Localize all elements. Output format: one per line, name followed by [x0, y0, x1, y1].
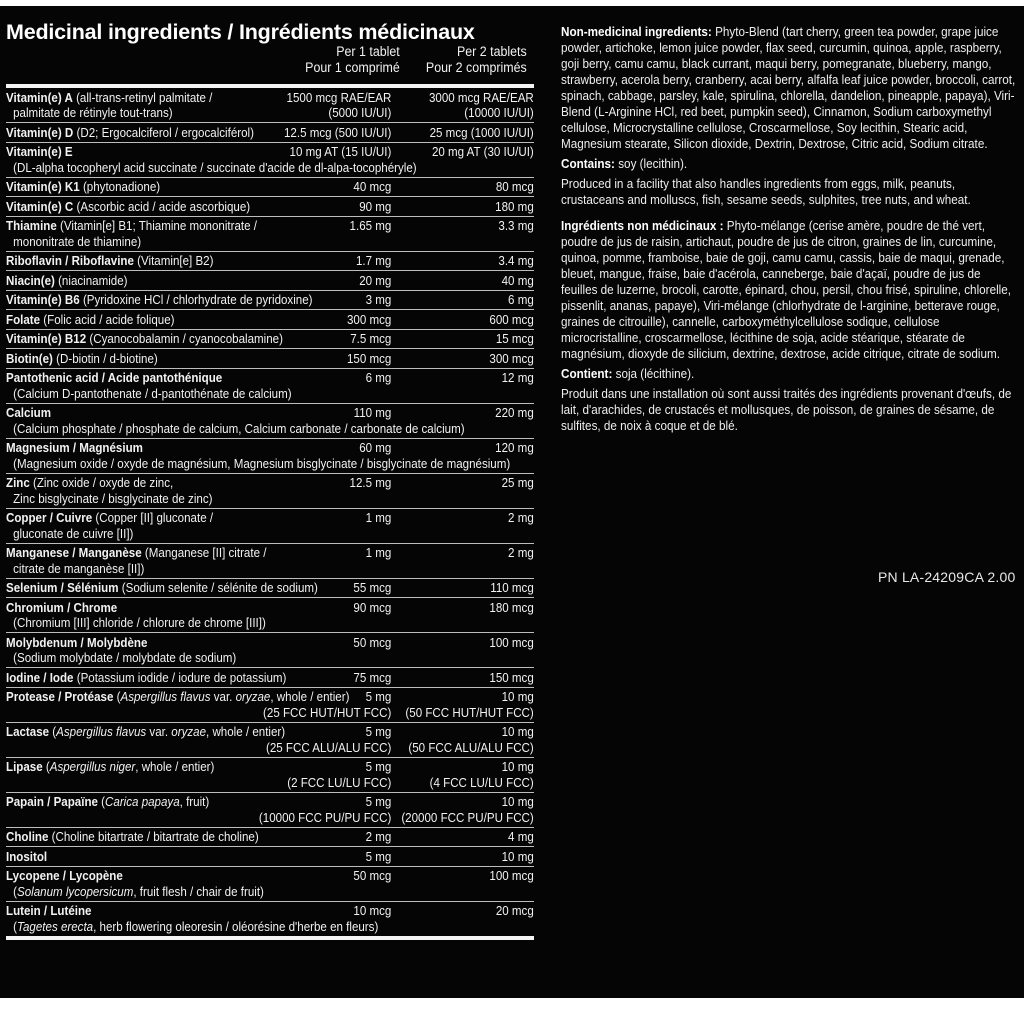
non-medicinal-section: [561, 24, 1021, 438]
amount-per-2: 25 mcg (1000 IU/UI): [429, 124, 534, 140]
ingredient-name: Zinc (Zinc oxide / oxyde de zinc,: [6, 475, 174, 490]
table-row: [6, 252, 534, 272]
table-row: [6, 758, 534, 793]
amount-per-2: 15 mcg: [495, 331, 534, 346]
amount-per-1: 7.5 mcg: [350, 331, 392, 346]
amount-per-2: 12 mg: [501, 370, 534, 385]
table-row: [6, 197, 534, 217]
amount-per-1: 50 mcg: [353, 634, 392, 650]
table-row: [6, 271, 534, 291]
ingredient-name: Protease / Protéase (Aspergillus flavus var. oryzae, whole / entier): [6, 689, 350, 704]
amount-per-1: 1.65 mg: [349, 218, 392, 233]
table-row: [6, 404, 534, 439]
table-row: [6, 793, 534, 828]
amount-per-1: 5 mg: [365, 724, 392, 739]
ingredient-name: Vitamin(e) E: [6, 144, 73, 159]
ingredient-source: (Magnesium oxide / oxyde de magnésium, Magnesium bisglycinate / bisglycinate de magnésium): [13, 455, 511, 471]
ingredient-name: Lactase (Aspergillus flavus var. oryzae, whole / entier): [6, 724, 286, 739]
ingredient-source: (Calcium phosphate / phosphate de calcium, Calcium carbonate / carbonate de calcium): [13, 420, 465, 436]
amount-per-1: 150 mcg: [346, 350, 392, 366]
column-header-per-1: Per 1 tablet Pour 1 comprimé: [305, 44, 400, 75]
ingredient-name: Selenium / Sélénium (Sodium selenite / sélénite de sodium): [6, 580, 318, 595]
amount-per-1-alt: (10000 FCC PU/PU FCC): [258, 809, 392, 825]
ingredient-source: (Sodium molybdate / molybdate de sodium): [13, 650, 237, 665]
amount-per-1: 2 mg: [365, 829, 392, 844]
ingredient-name: Chromium / Chrome: [6, 599, 118, 615]
amount-per-1: 1 mg: [365, 545, 392, 560]
ingredient-name: Biotin(e) (D-biotin / d-biotine): [6, 350, 158, 366]
ingredient-source: (Tagetes erecta, herb flowering oleoresin / oléorésine d'herbe en fleurs): [13, 918, 379, 934]
table-row: [6, 88, 534, 123]
ingredient-source: (Calcium D-pantothenate / d-pantothénate de calcium): [13, 385, 292, 401]
amount-per-2-alt: (50 FCC HUT/HUT FCC): [405, 704, 534, 720]
table-row: [6, 668, 534, 688]
amount-per-1: 55 mcg: [353, 580, 392, 595]
ingredient-source: palmitate de rétinyle tout-trans): [13, 105, 173, 120]
amount-per-2: 600 mcg: [489, 311, 534, 327]
ingredient-rows: [6, 88, 534, 940]
table-row: [6, 349, 534, 369]
amount-per-1: 1.7 mg: [355, 253, 392, 268]
amount-per-1: 5 mg: [365, 689, 392, 704]
table-row: [6, 143, 534, 178]
table-row: [6, 178, 534, 198]
amount-per-2: 300 mcg: [489, 350, 534, 366]
ingredient-name: Vitamin(e) B6 (Pyridoxine HCl / chlorhydrate de pyridoxine): [6, 292, 313, 307]
amount-per-1: 5 mg: [365, 848, 392, 864]
table-row: [6, 598, 534, 633]
table-row: [6, 688, 534, 723]
amount-per-1: 60 mg: [359, 440, 392, 455]
facility-en: Produced in a facility that also handles ingredients from eggs, milk, peanuts, crustaceans and molluscs, fish, sesame seeds, sulphites, tree nuts, and wheat.: [561, 176, 971, 207]
ingredient-name: Lutein / Lutéine: [6, 903, 92, 918]
amount-per-2: 100 mcg: [489, 634, 534, 650]
contains-fr: Contient: soja (lécithine).: [561, 366, 695, 381]
amount-per-2: 40 mg: [501, 272, 534, 288]
table-row: [6, 579, 534, 599]
ingredient-name: Lipase (Aspergillus niger, whole / entier): [6, 759, 215, 774]
amount-per-2: 10 mg: [501, 794, 534, 809]
table-row: [6, 439, 534, 474]
table-title: Medicinal ingredients / Ingrédients médicinaux: [6, 20, 475, 44]
amount-per-2-alt: (50 FCC ALU/ALU FCC): [408, 739, 534, 755]
ingredient-name: Vitamin(e) K1 (phytonadione): [6, 179, 161, 194]
table-row: [6, 330, 534, 350]
amount-per-1: 10 mg AT (15 IU/UI): [289, 144, 392, 159]
ingredient-name: Vitamin(e) C (Ascorbic acid / acide ascorbique): [6, 198, 251, 214]
amount-per-2: 6 mg: [508, 292, 534, 307]
ingredient-name: Niacin(e) (niacinamide): [6, 272, 128, 288]
ingredient-source: mononitrate de thiamine): [13, 233, 142, 249]
ingredient-name: Vitamin(e) B12 (Cyanocobalamin / cyanocobalamine): [6, 331, 283, 346]
ingredient-name: Vitamin(e) D (D2; Ergocalciferol / ergocalciférol): [6, 124, 254, 140]
ingredient-name: Calcium: [6, 405, 52, 420]
amount-per-1-alt: (25 FCC ALU/ALU FCC): [265, 739, 392, 755]
amount-per-2: 150 mcg: [489, 669, 534, 685]
amount-per-2: 3.3 mg: [498, 218, 534, 233]
ingredient-name: Pantothenic acid / Acide pantothénique: [6, 370, 223, 385]
column-headers: [6, 44, 534, 80]
ingredient-source: (DL-alpha tocopheryl acid succinate / succinate d'acide de dl-alpa-tocophéryle): [13, 159, 417, 175]
table-row: [6, 310, 534, 330]
amount-per-2: 2 mg: [508, 545, 534, 560]
amount-per-2: 25 mg: [501, 475, 534, 490]
table-row: [6, 509, 534, 544]
amount-per-1: 90 mg: [359, 198, 392, 214]
table-row: [6, 867, 534, 902]
ingredient-name: Magnesium / Magnésium: [6, 440, 143, 455]
amount-per-1: 1 mg: [365, 510, 392, 525]
amount-per-2: 10 mg: [501, 689, 534, 704]
table-row: [6, 217, 534, 252]
amount-per-2: 2 mg: [508, 510, 534, 525]
part-number: PN LA-24209CA 2.00: [878, 569, 1016, 585]
amount-per-2: 110 mcg: [490, 580, 534, 595]
amount-per-1: 10 mcg: [353, 903, 392, 918]
amount-per-2: 4 mg: [508, 829, 534, 844]
amount-per-1: 5 mg: [365, 759, 392, 774]
medicinal-ingredients-table: [6, 20, 534, 940]
amount-per-1: 20 mg: [359, 272, 392, 288]
label-panel: [0, 6, 1024, 998]
table-row: [6, 291, 534, 311]
amount-per-1: 3 mg: [365, 292, 392, 307]
ingredient-name: Manganese / Manganèse (Manganese [II] citrate /: [6, 545, 267, 560]
amount-per-1: 5 mg: [365, 794, 392, 809]
ingredient-name: Vitamin(e) A (all-trans-retinyl palmitate /: [6, 89, 213, 105]
amount-per-1: 12.5 mg: [349, 475, 392, 490]
table-row: [6, 474, 534, 509]
amount-per-1: 12.5 mcg (500 IU/UI): [283, 124, 392, 140]
table-row: [6, 902, 534, 940]
amount-per-1: 300 mcg: [346, 311, 392, 327]
amount-per-2: 10 mg: [501, 848, 534, 864]
ingredient-name: Papain / Papaïne (Carica papaya, fruit): [6, 794, 210, 809]
amount-per-2-alt: (10000 IU/UI): [464, 105, 534, 120]
amount-per-1-alt: (2 FCC LU/LU FCC): [287, 774, 392, 790]
amount-per-1: 50 mcg: [353, 868, 392, 883]
amount-per-2: 20 mcg: [495, 903, 534, 918]
amount-per-1: 110 mg: [353, 405, 392, 420]
amount-per-1-alt: (25 FCC HUT/HUT FCC): [263, 704, 392, 720]
table-row: [6, 544, 534, 579]
ingredient-source: Zinc bisglycinate / bisglycinate de zinc): [13, 490, 213, 506]
amount-per-2: 220 mg: [495, 405, 534, 420]
amount-per-2: 120 mg: [495, 440, 534, 455]
amount-per-2: 3.4 mg: [498, 253, 534, 268]
table-row: [6, 123, 534, 143]
amount-per-2: 80 mcg: [495, 179, 534, 194]
table-row: [6, 828, 534, 848]
amount-per-2: 180 mcg: [489, 599, 534, 615]
ingredient-source: citrate de manganèse [II]): [13, 560, 145, 576]
amount-per-1: 75 mcg: [353, 669, 392, 685]
amount-per-2: 20 mg AT (30 IU/UI): [431, 144, 534, 159]
table-row: [6, 847, 534, 867]
ingredient-name: Riboflavin / Riboflavine (Vitamin[e] B2): [6, 253, 214, 268]
non-medicinal-fr: Ingrédients non médicinaux : Phyto-mélange (cerise amère, poudre de thé vert, poudre de jus de raisin, artichaut, poudre de jus de citron, graines de lin, curcumine, quinoa, pomme, framboise, baie de goji, camu camu, cassis, baie de maqui, grenade, bleuet, mangue, fraise, baie d'acérola, canneberge, baie d'açaï, poudre de jus de feuilles de luzerne, brocoli, carotte, épinard, chou, persil, chou frisé, spiruline, chlorelle, pissenlit, ananas, papaye), Viri-mélange (chlorhydrate de l-arginine, betterave rouge, graines de citrouille), cannelle, carboxyméthylcellulose sodique, cellulose microcristalline, croscarmellose, lécithine de soja, acide stéarique, stéarate de magnésium, dioxyde de silicium, dextrine, dextrose, acide citrique, citrate de sodium.: [561, 218, 1012, 361]
facility-fr: Produit dans une installation où sont aussi traités des ingrédients provenant d'œufs, de lait, d'arachides, de crustacés et mollusques, de poisson, de graines de sésame, de sulfites, de noix à coque et de blé.: [561, 386, 1012, 433]
table-row: [6, 633, 534, 668]
amount-per-2: 100 mcg: [489, 868, 534, 883]
contains-en: Contains: soy (lecithin).: [561, 156, 688, 171]
ingredient-name: Inositol: [6, 848, 48, 864]
amount-per-2-alt: (4 FCC LU/LU FCC): [429, 774, 534, 790]
amount-per-2-alt: (20000 FCC PU/PU FCC): [401, 809, 534, 825]
ingredient-source: (Solanum lycopersicum, fruit flesh / chair de fruit): [13, 883, 264, 899]
amount-per-1-alt: (5000 IU/UI): [328, 105, 392, 120]
non-medicinal-en: Non-medicinal ingredients: Phyto-Blend (tart cherry, green tea powder, grape juice powder, artichoke, lemon juice powder, flax seed, curcumin, quinoa, apple, raspberry, goji berry, camu camu, black currant, maqui berry, pomegranate, blueberry, mango, strawberry, acerola berry, cranberry, acai berry, alfalfa leaf juice powder, broccoli, carrot, spinach, cabbage, parsley, kale, spirulina, chlorella, dandelion, pineapple, papaya), Viri-Blend (L-Arginine HCl, red beet, pumpkin seed), Cinnamon, Sodium carboxymethyl cellulose, Microcrystalline cellulose, Croscarmellose, Soy lecithin, Stearic acid, Magnesium stearate, Silicon dioxide, Dextrin, Dextrose, Citric acid, Sodium citrate.: [561, 24, 1016, 151]
amount-per-1: 6 mg: [365, 370, 392, 385]
amount-per-2: 3000 mcg RAE/EAR: [428, 89, 534, 105]
column-header-per-2: Per 2 tablets Pour 2 comprimés: [425, 44, 527, 75]
ingredient-name: Thiamine (Vitamin[e] B1; Thiamine mononitrate /: [6, 218, 258, 233]
ingredient-name: Lycopene / Lycopène: [6, 868, 123, 883]
ingredient-name: Folate (Folic acid / acide folique): [6, 311, 175, 327]
ingredient-name: Choline (Choline bitartrate / bitartrate de choline): [6, 829, 259, 844]
table-row: [6, 369, 534, 404]
amount-per-2: 10 mg: [501, 759, 534, 774]
amount-per-2: 10 mg: [501, 724, 534, 739]
ingredient-name: Copper / Cuivre (Copper [II] gluconate /: [6, 510, 214, 525]
ingredient-name: Iodine / Iode (Potassium iodide / iodure de potassium): [6, 669, 287, 685]
ingredient-name: Molybdenum / Molybdène: [6, 634, 148, 650]
ingredient-source: (Chromium [III] chloride / chlorure de chrome [III]): [13, 615, 266, 630]
amount-per-1: 90 mcg: [353, 599, 392, 615]
amount-per-1: 1500 mcg RAE/EAR: [286, 89, 392, 105]
table-row: [6, 723, 534, 758]
amount-per-1: 40 mcg: [353, 179, 392, 194]
ingredient-source: gluconate de cuivre [II]): [13, 525, 134, 541]
amount-per-2: 180 mg: [495, 198, 534, 214]
